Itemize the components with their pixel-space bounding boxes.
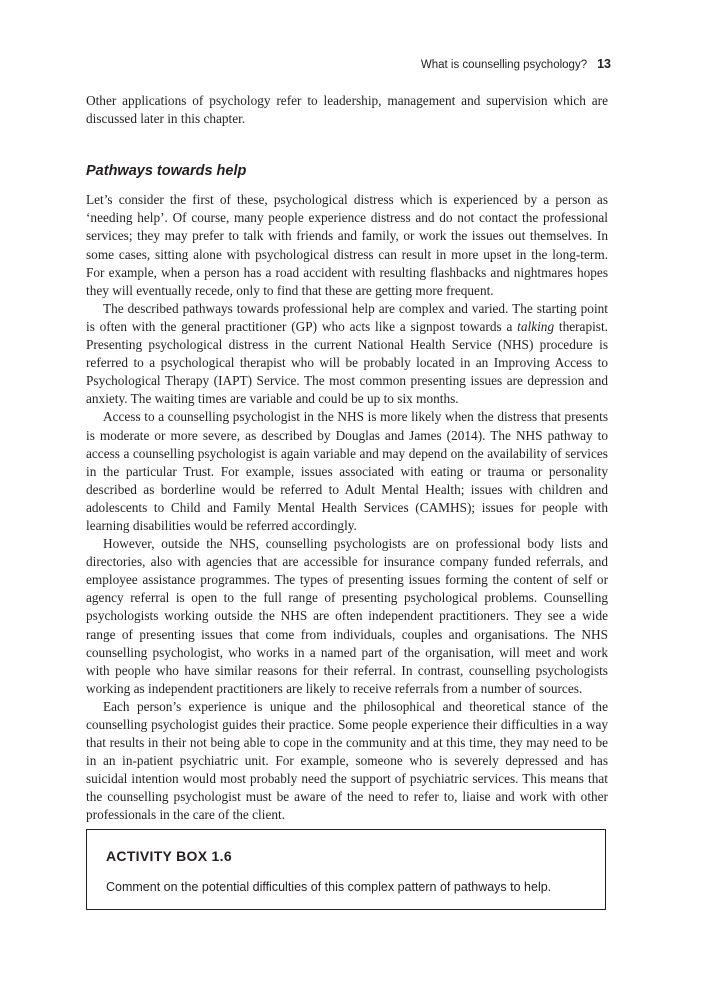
page-body [86, 92, 608, 825]
body-paragraph-4: However, outside the NHS, counselling psychologists are on professional body lists and directories, also with agencies that are accessible for insurance company funded referrals, and employee assistance programmes. The types of presenting issues forming the content of self or agency referral is open to the full range of presenting psychological problems. Counselling psychologists working outside the NHS are often independent practitioners. They see a wide range of presenting issues that come from individuals, couples and organisations. The NHS counselling psychologist, who works in a named part of the organisation, will meet and work with people who have similar reasons for their referral. In contrast, counselling psychologists working as independent practitioners are likely to receive referrals from a number of sources. [86, 536, 608, 696]
activity-box-text: Comment on the potential difficulties of this complex pattern of pathways to help. [106, 880, 552, 894]
paragraph-2-text-start: The described pathways towards professional help are complex and varied. The starting point is often with the general practitioner (GP) who acts like a signpost towards a [86, 300, 608, 334]
body-paragraph-1: Let’s consider the first of these, psychological distress which is experienced by a person as ‘needing help’. Of course, many people experience distress and do not contact the professional services; they may prefer to talk with friends and family, or work the issues out themselves. In some cases, sitting alone with psychological distress can result in more upset in the long-term. For example, when a person has a road accident with resulting flashbacks and nightmares hopes they will eventually recede, only to find that these are getting more frequent. [86, 192, 608, 298]
italic-term: talking [517, 318, 555, 334]
intro-paragraph: Other applications of psychology refer to leadership, management and supervision which are discussed later in this chapter. [86, 93, 608, 127]
body-paragraph-3: Access to a counselling psychologist in the NHS is more likely when the distress that presents is moderate or more severe, as described by Douglas and James (2014). The NHS pathway to access a counselling psychologist is again variable and may depend on the availability of services in the particular Trust. For example, issues associated with eating or trauma or personality described as borderline would be referred to Adult Mental Health; issues with children and adolescents to Child and Family Mental Health Services (CAMHS); issues for people with learning disabilities would be referred accordingly. [86, 409, 608, 533]
activity-box-title: ACTIVITY BOX 1.6 [106, 848, 232, 864]
running-head [421, 57, 611, 71]
body-paragraph-5: Each person’s experience is unique and the philosophical and theoretical stance of the counselling psychologist guides their practice. Some people experience their difficulties in a way that results in their not being able to cope in the community and at this time, they may need to be in an in-patient psychiatric unit. For example, someone who is severely depressed and has suicidal intention would most probably need the support of psychiatric services. This means that the counselling psychologist must be aware of the need to refer to, liaise and work with other professionals in the care of the client. [86, 698, 608, 823]
running-title: What is counselling psychology? [420, 59, 588, 71]
body-paragraph-2 [86, 300, 608, 409]
activity-box [86, 829, 606, 910]
section-heading: Pathways towards help [86, 163, 247, 180]
paragraph-2-text-end: therapist. Presenting psychological distress in the current National Health Service (NHS) procedure is referred to a psychological therapist who will be probably located in an Improving Access to Psychological Therapy (IAPT) Service. The most common presenting issues are depression and anxiety. The waiting times are variable and could be up to six months. [86, 318, 608, 407]
page-number: 13 [597, 57, 611, 71]
